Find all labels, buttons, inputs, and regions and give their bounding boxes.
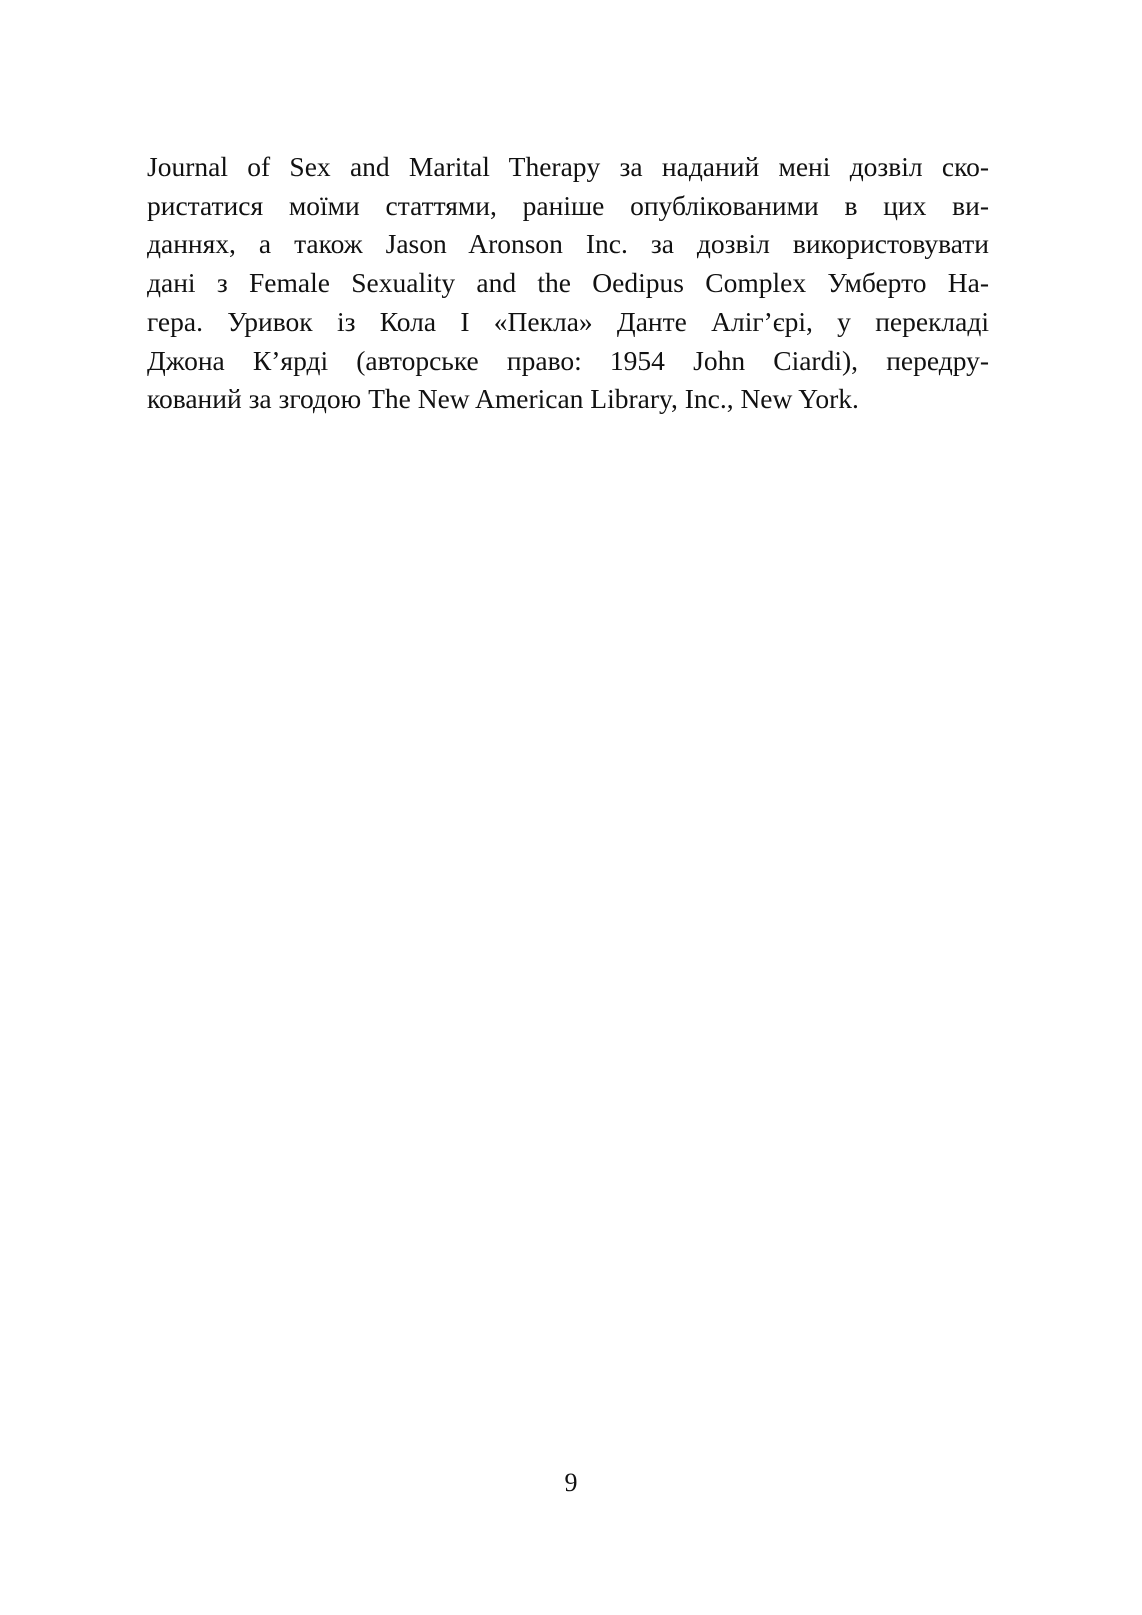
paragraph-line: ристатися моїми статтями, раніше опублікованими в цих ви- [147, 189, 989, 221]
paragraph-line: даннях, а також Jason Aronson Inc. за дозвіл використовувати [147, 228, 989, 260]
paragraph-line: дані з Female Sexuality and the Oedipus Complex Умберто На- [147, 267, 989, 299]
page-number: 9 [564, 1468, 578, 1497]
paragraph-line: Journal of Sex and Marital Therapy за наданий мені дозвіл ско- [147, 151, 989, 182]
body-paragraph [147, 148, 989, 419]
paragraph-line: кований за згодою The New American Library, Inc., New York. [147, 383, 859, 415]
paragraph-line: гера. Уривок із Кола I «Пекла» Данте Аліг’єрі, у перекладі [147, 305, 989, 337]
paragraph-line: Джона К’ярді (авторське право: 1954 John Ciardi), передру- [147, 344, 989, 376]
